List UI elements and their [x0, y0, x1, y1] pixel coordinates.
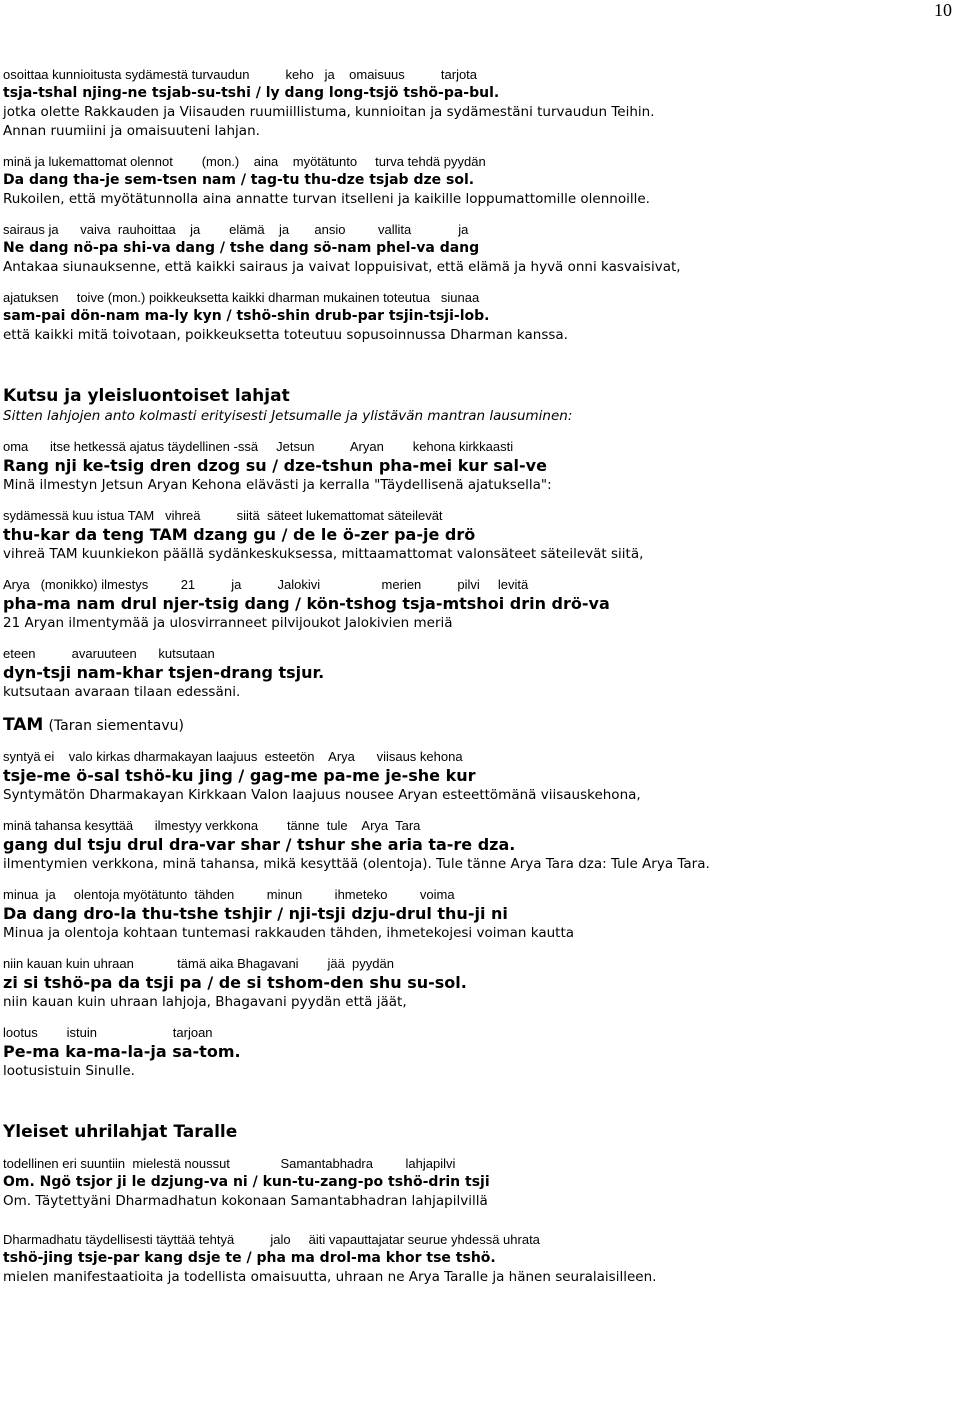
verse-block	[3, 438, 953, 495]
section-heading: Yleiset uhrilahjat Taralle	[3, 1122, 238, 1142]
translation: Minua ja olentoja kohtaan tuntemasi rakkauden tähden, ihmetekojesi voiman kautta	[3, 925, 575, 941]
translation: vihreä TAM kuunkiekon päällä sydänkeskuksessa, mittaamattomat valonsäteet säteilevät siitä,	[3, 546, 644, 562]
word-gloss: minä ja lukemattomat olennot (mon.) aina myötätunto turva tehdä pyydän	[3, 154, 486, 169]
tibetan-line: sam-pai dön-nam ma-ly kyn / tshö-shin drub-par tsjin-tsji-lob.	[3, 308, 490, 324]
page-number: 10	[934, 0, 952, 20]
translation: ilmentymien verkkona, minä tahansa, mikä kesyttää (olentoja). Tule tänne Arya Tara dza: Tule Arya Tara.	[3, 856, 710, 872]
seed-syllable: TAM	[3, 715, 44, 735]
tibetan-line: Om. Ngö tsjor ji le dzjung-va ni / kun-tu-zang-po tshö-drin tsji	[3, 1174, 490, 1190]
tibetan-line: Rang nji ke-tsig dren dzog su / dze-tshun pha-mei kur sal-ve	[3, 456, 547, 475]
word-gloss: Arya (monikko) ilmestys 21 ja Jalokivi merien pilvi levitä	[3, 577, 529, 592]
verse-block	[3, 955, 953, 1012]
translation: kutsutaan avaraan tilaan edessäni.	[3, 684, 241, 700]
translation: Syntymätön Dharmakayan Kirkkaan Valon laajuus nousee Aryan esteettömänä viisauskehona,	[3, 787, 641, 803]
section-heading: Kutsu ja yleisluontoiset lahjat	[3, 386, 290, 406]
tibetan-line: tsje-me ö-sal tshö-ku jing / gag-me pa-me je-she kur	[3, 766, 476, 785]
word-gloss: Dharmadhatu täydellisesti täyttää tehtyä jalo äiti vapauttajatar seurue yhdessä uhrata	[3, 1232, 540, 1247]
verse-block	[3, 886, 953, 943]
verse-block	[3, 507, 953, 564]
tibetan-line: zi si tshö-pa da tsji pa / de si tshom-den shu su-sol.	[3, 973, 467, 992]
tibetan-line: tshö-jing tsje-par kang dsje te / pha ma drol-ma khor tse tshö.	[3, 1250, 496, 1266]
translation: Rukoilen, että myötätunnolla aina annatte turvan itselleni ja kaikille loppumattomille olennoille.	[3, 191, 650, 207]
word-gloss: todellinen eri suuntiin mielestä noussut Samantabhadra lahjapilvi	[3, 1156, 456, 1171]
translation: niin kauan kuin uhraan lahjoja, Bhagavani pyydän että jäät,	[3, 994, 407, 1010]
translation: Antakaa siunauksenne, että kaikki sairaus ja vaivat loppuisivat, että elämä ja hyvä onni kasvaisivat,	[3, 259, 681, 275]
word-gloss: oma itse hetkessä ajatus täydellinen -ssä Jetsun Aryan kehona kirkkaasti	[3, 439, 514, 454]
verse-block	[3, 221, 953, 277]
tibetan-line: gang dul tsju drul dra-var shar / tshur she aria ta-re dza.	[3, 835, 516, 854]
tibetan-line: Pe-ma ka-ma-la-ja sa-tom.	[3, 1042, 241, 1061]
translation: Om. Täytettyäni Dharmadhatun kokonaan Samantabhadran lahjapilvillä	[3, 1193, 488, 1209]
section-subtitle: Sitten lahjojen anto kolmasti erityisesti Jetsumalle ja ylistävän mantran lausuminen:	[3, 408, 573, 424]
translation: lootusistuin Sinulle.	[3, 1063, 135, 1079]
translation: Minä ilmestyn Jetsun Aryan Kehona elävästi ja kerralla "Täydellisenä ajatuksella":	[3, 477, 552, 493]
word-gloss: niin kauan kuin uhraan tämä aika Bhagavani jää pyydän	[3, 956, 394, 971]
word-gloss: lootus istuin tarjoan	[3, 1025, 213, 1040]
word-gloss: minua ja olentoja myötätunto tähden minun ihmeteko voima	[3, 887, 455, 902]
verse-block	[3, 645, 953, 702]
word-gloss: osoittaa kunnioitusta sydämestä turvaudun keho ja omaisuus tarjota	[3, 67, 478, 82]
word-gloss: syntyä ei valo kirkas dharmakayan laajuus esteetön Arya viisaus kehona	[3, 749, 463, 764]
word-gloss: eteen avaruuteen kutsutaan	[3, 646, 215, 661]
verse-block	[3, 1024, 953, 1081]
verse-block	[3, 66, 953, 141]
verse-block	[3, 817, 953, 874]
translation: että kaikki mitä toivotaan, poikkeuksetta toteutuu sopusoinnussa Dharman kanssa.	[3, 327, 568, 343]
tibetan-line: Da dang tha-je sem-tsen nam / tag-tu thu-dze tsjab dze sol.	[3, 172, 475, 188]
tibetan-line: Ne dang nö-pa shi-va dang / tshe dang sö-nam phel-va dang	[3, 240, 480, 256]
translation: 21 Aryan ilmentymää ja ulosvirranneet pilvijoukot Jalokivien meriä	[3, 615, 453, 631]
word-gloss: sairaus ja vaiva rauhoittaa ja elämä ja ansio vallita ja	[3, 222, 469, 237]
page-content	[3, 66, 953, 1287]
tibetan-line: pha-ma nam drul njer-tsig dang / kön-tshog tsja-mtshoi drin drö-va	[3, 594, 610, 613]
tibetan-line: thu-kar da teng TAM dzang gu / de le ö-zer pa-je drö	[3, 525, 476, 544]
translation: mielen manifestaatioita ja todellista omaisuutta, uhraan ne Arya Taralle ja hänen seuralaisilleen.	[3, 1269, 657, 1285]
verse-block	[3, 748, 953, 805]
seed-syllable-note: (Taran siementavu)	[48, 718, 184, 734]
word-gloss: sydämessä kuu istua TAM vihreä siitä säteet lukemattomat säteilevät	[3, 508, 443, 523]
translation: Annan ruumiini ja omaisuuteni lahjan.	[3, 123, 260, 139]
tibetan-line: tsja-tshal njing-ne tsjab-su-tshi / ly dang long-tsjö tshö-pa-bul.	[3, 85, 500, 101]
tibetan-line: dyn-tsji nam-khar tsjen-drang tsjur.	[3, 663, 325, 682]
word-gloss: minä tahansa kesyttää ilmestyy verkkona tänne tule Arya Tara	[3, 818, 421, 833]
tibetan-line: Da dang dro-la thu-tshe tshjir / nji-tsji dzju-drul thu-ji ni	[3, 904, 508, 923]
seed-syllable-line	[3, 714, 953, 736]
verse-block	[3, 576, 953, 633]
verse-block	[3, 289, 953, 345]
verse-block	[3, 153, 953, 209]
translation: jotka olette Rakkauden ja Viisauden ruumiillistuma, kunnioitan ja sydämestäni turvaudun Teihin.	[3, 104, 655, 120]
verse-block	[3, 1155, 953, 1211]
verse-block	[3, 1231, 953, 1287]
word-gloss: ajatuksen toive (mon.) poikkeuksetta kaikki dharman mukainen toteutua siunaa	[3, 290, 480, 305]
